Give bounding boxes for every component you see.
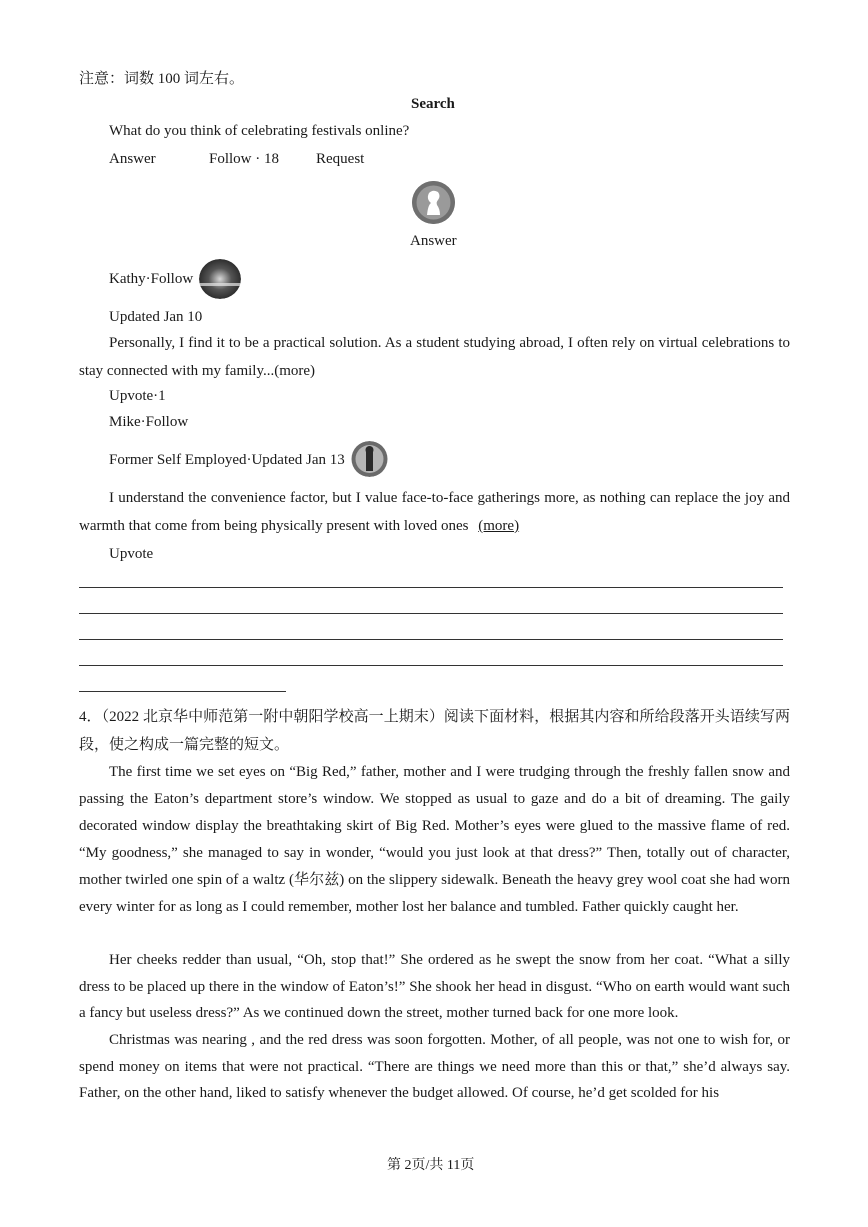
page-footer: 第 2页/共 11页 — [387, 1158, 475, 1173]
story-paragraph-3: Christmas was nearing , and the red dress was soon forgotten. Mother, of all people, was not one to wish for, or spend money on items that were not practical. “There are things we need more than this or that,” she’d always say. Father, on the other hand, liked to satisfy whenever the budget allowed. Of course, he’d get scolded for his — [79, 1032, 790, 1101]
story-paragraph-2: Her cheeks redder than usual, “Oh, stop that!” She ordered as he swept the snow from her coat. “What a silly dress to be placed up there in the window of Eaton’s!” She shook her head in disgust. “Who on earth would want such a fancy but useless dress?” As we continued down the street, mother turned back for one more look. — [79, 952, 790, 1021]
answer-line[interactable] — [79, 691, 286, 692]
kathy-updated: Updated Jan 10 — [109, 309, 203, 325]
question-title[interactable]: What do you think of celebrating festivals online? — [109, 123, 410, 139]
follow-button[interactable]: Follow · 18 — [209, 151, 280, 167]
kathy-name[interactable]: Kathy·Follow — [109, 271, 194, 287]
answer-line[interactable] — [79, 639, 783, 640]
mike-upvote-button[interactable]: Upvote — [109, 546, 154, 562]
kathy-answer-text: Personally, I find it to be a practical solution. As a student studying abroad, I often rely on virtual celebrations to stay connected with my family...(more) — [79, 335, 790, 379]
mike-answer-text — [79, 484, 790, 540]
center-answer-label[interactable]: Answer — [410, 233, 457, 249]
kathy-avatar[interactable] — [199, 259, 241, 299]
user-avatar-icon — [412, 181, 455, 224]
mike-name[interactable]: Mike·Follow — [109, 414, 189, 430]
mike-answer-body: I understand the convenience factor, but I value face-to-face gatherings more, as nothing can replace the joy and warmth that come from being physically present with loved ones — [79, 490, 790, 534]
kathy-upvote-button[interactable]: Upvote·1 — [109, 388, 166, 404]
answer-line[interactable] — [79, 587, 783, 588]
request-button[interactable]: Request — [316, 151, 365, 167]
answer-button[interactable]: Answer — [109, 151, 156, 167]
mike-credential: Former Self Employed·Updated Jan 13 — [109, 452, 345, 468]
mike-more-link[interactable]: (more) — [478, 518, 520, 534]
mike-avatar[interactable] — [351, 441, 388, 477]
note: 注意：词数 100 词左右。 — [79, 71, 245, 87]
search-title: Search — [411, 96, 455, 112]
answer-line[interactable] — [79, 665, 783, 666]
story-paragraph-1: The first time we set eyes on “Big Red,” father, mother and I were trudging through the freshly fallen snow and passing the Eaton’s department store’s window. We stopped as usual to gaze and do a bit of dreaming. The gaily decorated window display the breathtaking skirt of Big Red. Mother’s eyes were glued to the massive flame of red. “My goodness,” she managed to say in wonder, “would you just look at that dress?” Then, totally out of character, mother twirled one spin of a waltz (华尔兹) on the slippery sidewalk. Beneath the heavy grey wool coat she had worn every winter for as long as I could remember, mother lost her balance and tumbled. Father quickly caught her. — [79, 764, 790, 915]
answer-line[interactable] — [79, 613, 783, 614]
question4-heading: 4．（2022 北京华中师范第一附中朝阳学校高一上期末）阅读下面材料，根据其内容和所给段落开头语续写两段，使之构成一篇完整的短文。 — [79, 709, 790, 753]
